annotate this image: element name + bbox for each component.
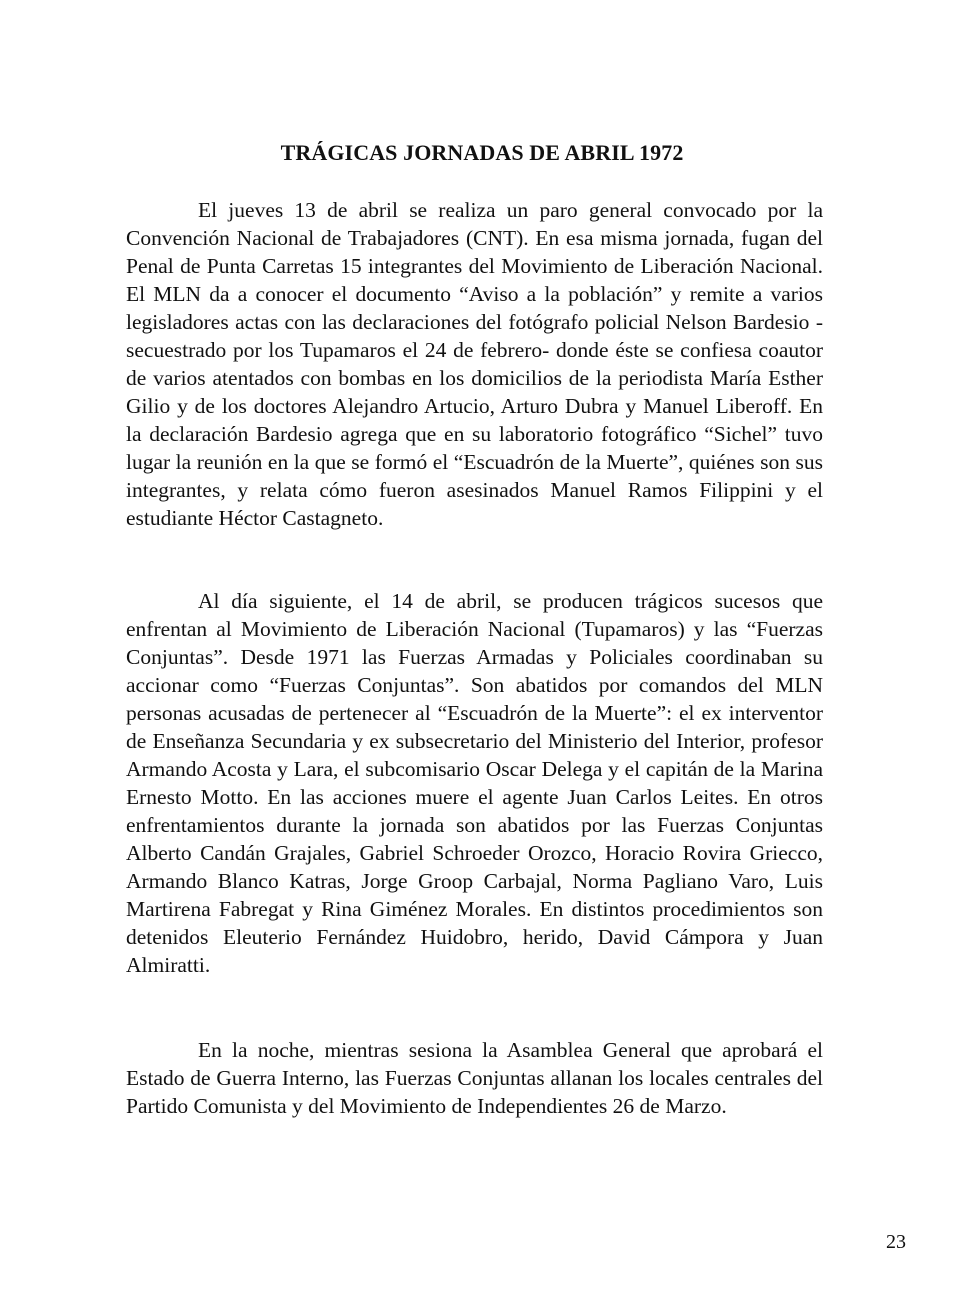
page-number: 23 [886,1231,906,1253]
body-paragraph: El jueves 13 de abril se realiza un paro general convocado por la Convención Nacional de Trabajadores (CNT). En esa misma jornada, fugan del Penal de Punta Carretas 15 integrantes del Movimiento de Liberación Nacional. El MLN da a conocer el documento “Aviso a la población” y remite a varios legisladores actas con las declaraciones del fotógrafo policial Nelson Bardesio -secuestrado por los Tupamaros el 24 de febrero- donde éste se confiesa coautor de varios atentados con bombas en los domicilios de la periodista María Esther Gilio y de los doctores Alejandro Artucio, Arturo Dubra y Manuel Liberoff. En la declaración Bardesio agrega que en su laboratorio fotográfico “Sichel” tuvo lugar la reunión en la que se formó el “Escuadrón de la Muerte”, quiénes son sus integrantes, y relata cómo fueron asesinados Manuel Ramos Filippini y el estudiante Héctor Castagneto. [126,198,823,530]
chapter-title: TRÁGICAS JORNADAS DE ABRIL 1972 [280,140,684,165]
body-paragraph: En la noche, mientras sesiona la Asamblea General que aprobará el Estado de Guerra Interno, las Fuerzas Conjuntas allanan los locales centrales del Partido Comunista y del Movimiento de Independientes 26 de Marzo. [126,1038,823,1118]
body-paragraph: Al día siguiente, el 14 de abril, se producen trágicos sucesos que enfrentan al Movimiento de Liberación Nacional (Tupamaros) y las “Fuerzas Conjuntas”. Desde 1971 las Fuerzas Armadas y Policiales coordinaban su accionar como “Fuerzas Conjuntas”. Son abatidos por comandos del MLN personas acusadas de pertenecer al “Escuadrón de la Muerte”: el ex interventor de Enseñanza Secundaria y ex subsecretario del Ministerio del Interior, profesor Armando Acosta y Lara, el subcomisario Oscar Delega y el capitán de la Marina Ernesto Motto. En las acciones muere el agente Juan Carlos Leites. En otros enfrentamientos durante la jornada son abatidos por las Fuerzas Conjuntas Alberto Candán Grajales, Gabriel Schroeder Orozco, Horacio Rovira Griecco, Armando Blanco Katras, Jorge Groop Carbajal, Norma Pagliano Varo, Luis Martirena Fabregat y Rina Giménez Morales. En distintos procedimientos son detenidos Eleuterio Fernández Huidobro, herido, David Cámpora y Juan Almiratti. [126,589,823,977]
